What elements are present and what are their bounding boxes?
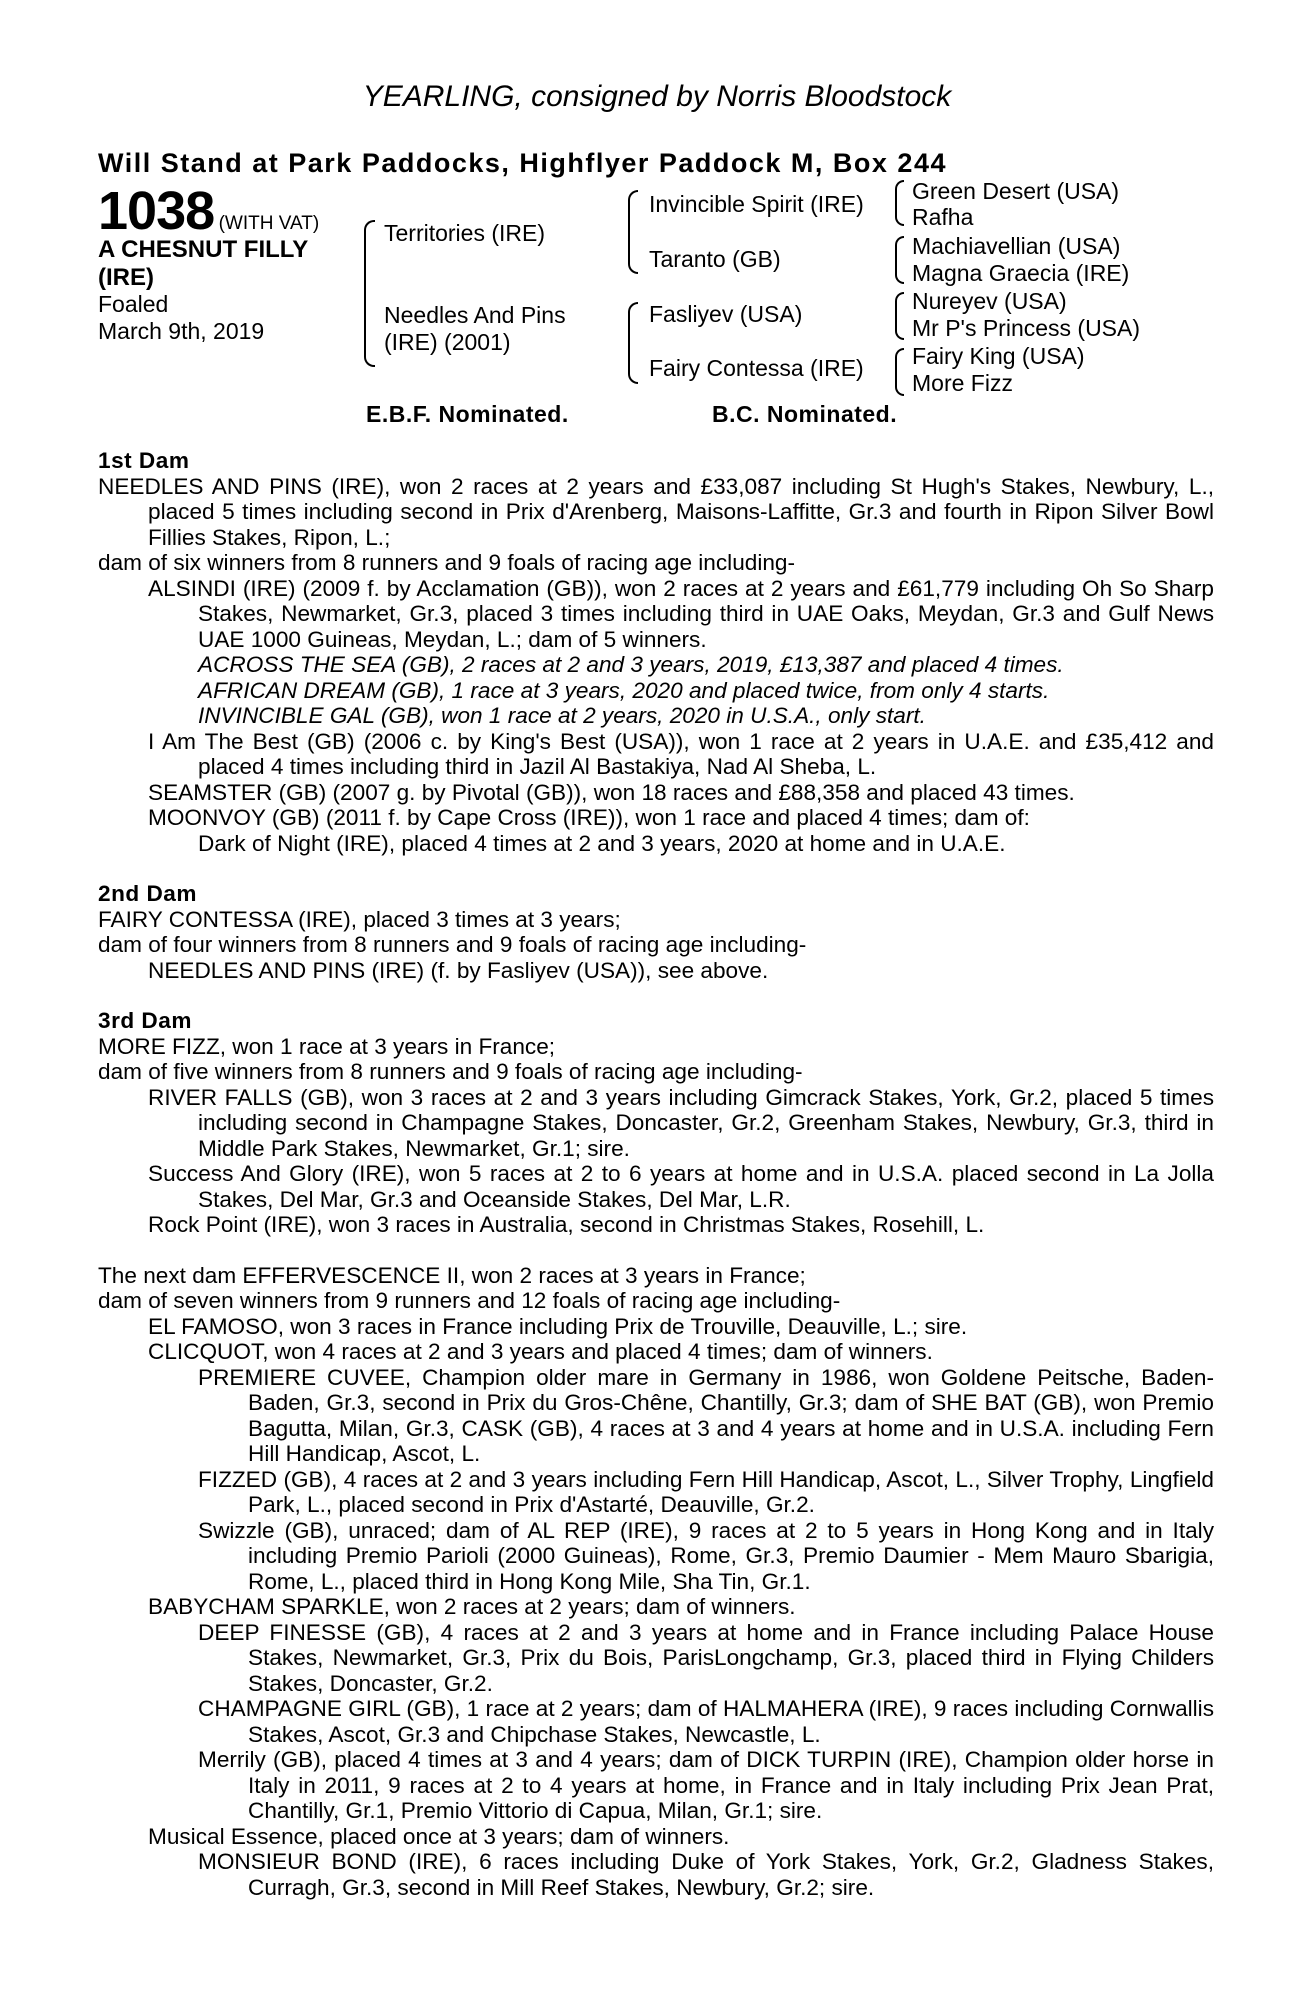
produce-monsieur-bond: MONSIEUR BOND (IRE), 6 races including Duke of York Stakes, York, Gr.2, Gladness Stakes, Curragh, Gr.3, second in Mill Reef Stakes, Newbury, Gr.2; sire. — [198, 1849, 1214, 1900]
stand-location: Will Stand at Park Paddocks, Highflyer Paddock M, Box 244 — [98, 148, 947, 178]
produce-musical-essence: Musical Essence, placed once at 3 years; dam of winners. — [148, 1823, 730, 1849]
produce-rock-point: Rock Point (IRE), won 3 races in Australia, second in Christmas Stakes, Rosehill, L. — [148, 1212, 985, 1237]
produce-el-famoso: EL FAMOSO, won 3 races in France including Prix de Trouville, Deauville, L.; sire. — [148, 1313, 968, 1339]
third-dam-title: 3rd Dam — [98, 1008, 192, 1033]
produce-i-am-the-best: I Am The Best (GB) (2006 c. by King's Best (USA)), won 1 race at 2 years in U.A.E. and £35,412 and placed 4 times including third in Jazil Al Bastakiya, Nad Al Sheba, L. — [148, 728, 1214, 779]
second-dam-produce-summary: dam of four winners from 8 runners and 9 foals of racing age including- — [98, 932, 807, 957]
produce-champagne-girl: CHAMPAGNE GIRL (GB), 1 race at 2 years; dam of HALMAHERA (IRE), 9 races including Cornwallis Stakes, Ascot, Gr.3 and Chipchase Stakes, Newcastle, L. — [198, 1696, 1214, 1747]
foaled-block — [98, 291, 264, 345]
pedigree-dam-dam: Fairy Contessa (IRE) — [649, 355, 864, 381]
produce-river-falls: RIVER FALLS (GB), won 3 races at 2 and 3 years including Gimcrack Stakes, York, Gr.2, placed 5 times including second in Champagne Stakes, Doncaster, Gr.2, Greenham Stakes, Newbury, Gr.3, third in Middle Park Stakes, Newmarket, Gr.1; sire. — [148, 1084, 1214, 1161]
produce-swizzle: Swizzle (GB), unraced; dam of AL REP (IRE), 9 races at 2 to 5 years in Hong Kong and in Italy including Premio Parioli (2000 Guineas), Rome, Gr.3, Premio Daumier - Mem Mauro Sbarigia, Rome, L., placed third in Hong Kong Mile, Sha Tin, Gr.1. — [198, 1517, 1214, 1594]
third-dam-record: MORE FIZZ, won 1 race at 3 years in France; — [98, 1033, 556, 1059]
pedigree-sire: Territories (IRE) — [384, 220, 546, 246]
lot-number-block — [98, 180, 319, 242]
produce-success-and-glory: Success And Glory (IRE), won 5 races at 2 to 6 years at home and in U.S.A. placed second in La Jolla Stakes, Del Mar, Gr.3 and Oceanside Stakes, Del Mar, L.R. — [148, 1161, 1214, 1212]
produce-moonvoy: MOONVOY (GB) (2011 f. by Cape Cross (IRE)), won 1 race and placed 4 times; dam of: — [148, 805, 1030, 830]
next-dam-produce-summary: dam of seven winners from 9 runners and 12 foals of racing age including- — [98, 1288, 841, 1313]
produce-deep-finesse: DEEP FINESSE (GB), 4 races at 2 and 3 years at home and in France including Palace House Stakes, Newmarket, Gr.3, Prix du Bois, ParisLongchamp, Gr.3, placed third in Flying Childers Stakes, Doncaster, Gr.2. — [198, 1619, 1214, 1696]
pedigree-gg2: Rafha — [912, 204, 974, 230]
bc-nominated: B.C. Nominated. — [712, 401, 898, 427]
pedigree-gg3: Machiavellian (USA) — [912, 233, 1121, 259]
second-dam-record: FAIRY CONTESSA (IRE), placed 3 times at 3 years; — [98, 906, 621, 932]
produce-dark-of-night: Dark of Night (IRE), placed 4 times at 2 and 3 years, 2020 at home and in U.A.E. — [198, 830, 1006, 856]
produce-clicquot: CLICQUOT, won 4 races at 2 and 3 years and placed 4 times; dam of winners. — [148, 1339, 933, 1364]
first-dam-title: 1st Dam — [98, 448, 190, 473]
pedigree-gg6: Mr P's Princess (USA) — [912, 315, 1141, 341]
second-dam-title: 2nd Dam — [98, 881, 197, 906]
pedigree-dam: Needles And Pins (IRE) (2001) — [384, 302, 566, 355]
produce-premiere-cuvee: PREMIERE CUVEE, Champion older mare in Germany in 1986, won Goldene Peitsche, Baden-Baden, Gr.3, second in Prix du Gros-Chêne, Chantilly, Gr.3; dam of SHE BAT (GB), won Premio Bagutta, Milan, Gr.3, CASK (GB), 4 races at 3 and 4 years at home and in U.S.A. including Fern Hill Handicap, Ascot, L. — [198, 1364, 1214, 1466]
pedigree-gg1: Green Desert (USA) — [912, 178, 1120, 204]
produce-african-dream: AFRICAN DREAM (GB), 1 race at 3 years, 2020 and placed twice, from only 4 starts. — [198, 677, 1050, 703]
first-dam-produce-summary: dam of six winners from 8 runners and 9 foals of racing age including- — [98, 550, 795, 575]
next-dam-record: The next dam EFFERVESCENCE II, won 2 races at 3 years in France; — [98, 1262, 806, 1288]
consignment-heading: YEARLING, consigned by Norris Bloodstock — [362, 80, 952, 113]
produce-alsindi: ALSINDI (IRE) (2009 f. by Acclamation (GB)), won 2 races at 2 years and £61,779 including Oh So Sharp Stakes, Newmarket, Gr.3, placed 3 times including third in UAE Oaks, Meydan, Gr.3 and Gulf News UAE 1000 Guineas, Meydan, L.; dam of 5 winners. — [148, 575, 1214, 652]
second-dam-produce-needles: NEEDLES AND PINS (IRE) (f. by Fasliyev (USA)), see above. — [148, 957, 769, 983]
vat-note: (WITH VAT) — [218, 213, 320, 234]
produce-fizzed: FIZZED (GB), 4 races at 2 and 3 years including Fern Hill Handicap, Ascot, L., Silver Trophy, Lingfield Park, L., placed second in Prix d'Astarté, Deauville, Gr.2. — [198, 1466, 1214, 1517]
first-dam-record: NEEDLES AND PINS (IRE), won 2 races at 2 years and £33,087 including St Hugh's Stakes, Newbury, L., placed 5 times including second in Prix d'Arenberg, Maisons-Laffitte, Gr.3 and fourth in Ripon Silver Bowl Fillies Stakes, Ripon, L.; — [98, 473, 1214, 550]
pedigree-gg4: Magna Graecia (IRE) — [912, 260, 1130, 286]
pedigree-dam-sire: Fasliyev (USA) — [649, 301, 803, 327]
pedigree-sire-sire: Invincible Spirit (IRE) — [649, 191, 864, 217]
catalogue-body — [98, 448, 1214, 1900]
foaled-label: Foaled — [98, 291, 169, 317]
pedigree-gg5: Nureyev (USA) — [912, 288, 1067, 314]
produce-across-the-sea: ACROSS THE SEA (GB), 2 races at 2 and 3 years, 2019, £13,387 and placed 4 times. — [198, 652, 1064, 677]
foaled-date: March 9th, 2019 — [98, 318, 265, 344]
pedigree-sire-dam: Taranto (GB) — [649, 246, 781, 272]
pedigree-gg7: Fairy King (USA) — [912, 343, 1085, 369]
produce-babycham-sparkle: BABYCHAM SPARKLE, won 2 races at 2 years; dam of winners. — [148, 1594, 796, 1619]
produce-seamster: SEAMSTER (GB) (2007 g. by Pivotal (GB)), won 18 races and £88,358 and placed 43 times. — [148, 779, 1075, 805]
produce-invincible-gal: INVINCIBLE GAL (GB), won 1 race at 2 years, 2020 in U.S.A., only start. — [198, 703, 926, 728]
pedigree-gg8: More Fizz — [912, 370, 1013, 396]
ebf-nominated: E.B.F. Nominated. — [366, 401, 569, 427]
horse-name: A CHESNUT FILLY (IRE) — [98, 236, 308, 291]
lot-number: 1038 — [98, 181, 215, 241]
produce-merrily: Merrily (GB), placed 4 times at 3 and 4 years; dam of DICK TURPIN (IRE), Champion older horse in Italy in 2011, 9 races at 2 to 4 years at home, in France and in Italy including Prix Jean Prat, Chantilly, Gr.1, Premio Vittorio di Capua, Milan, Gr.1; sire. — [198, 1747, 1214, 1823]
third-dam-produce-summary: dam of five winners from 8 runners and 9 foals of racing age including- — [98, 1059, 803, 1084]
